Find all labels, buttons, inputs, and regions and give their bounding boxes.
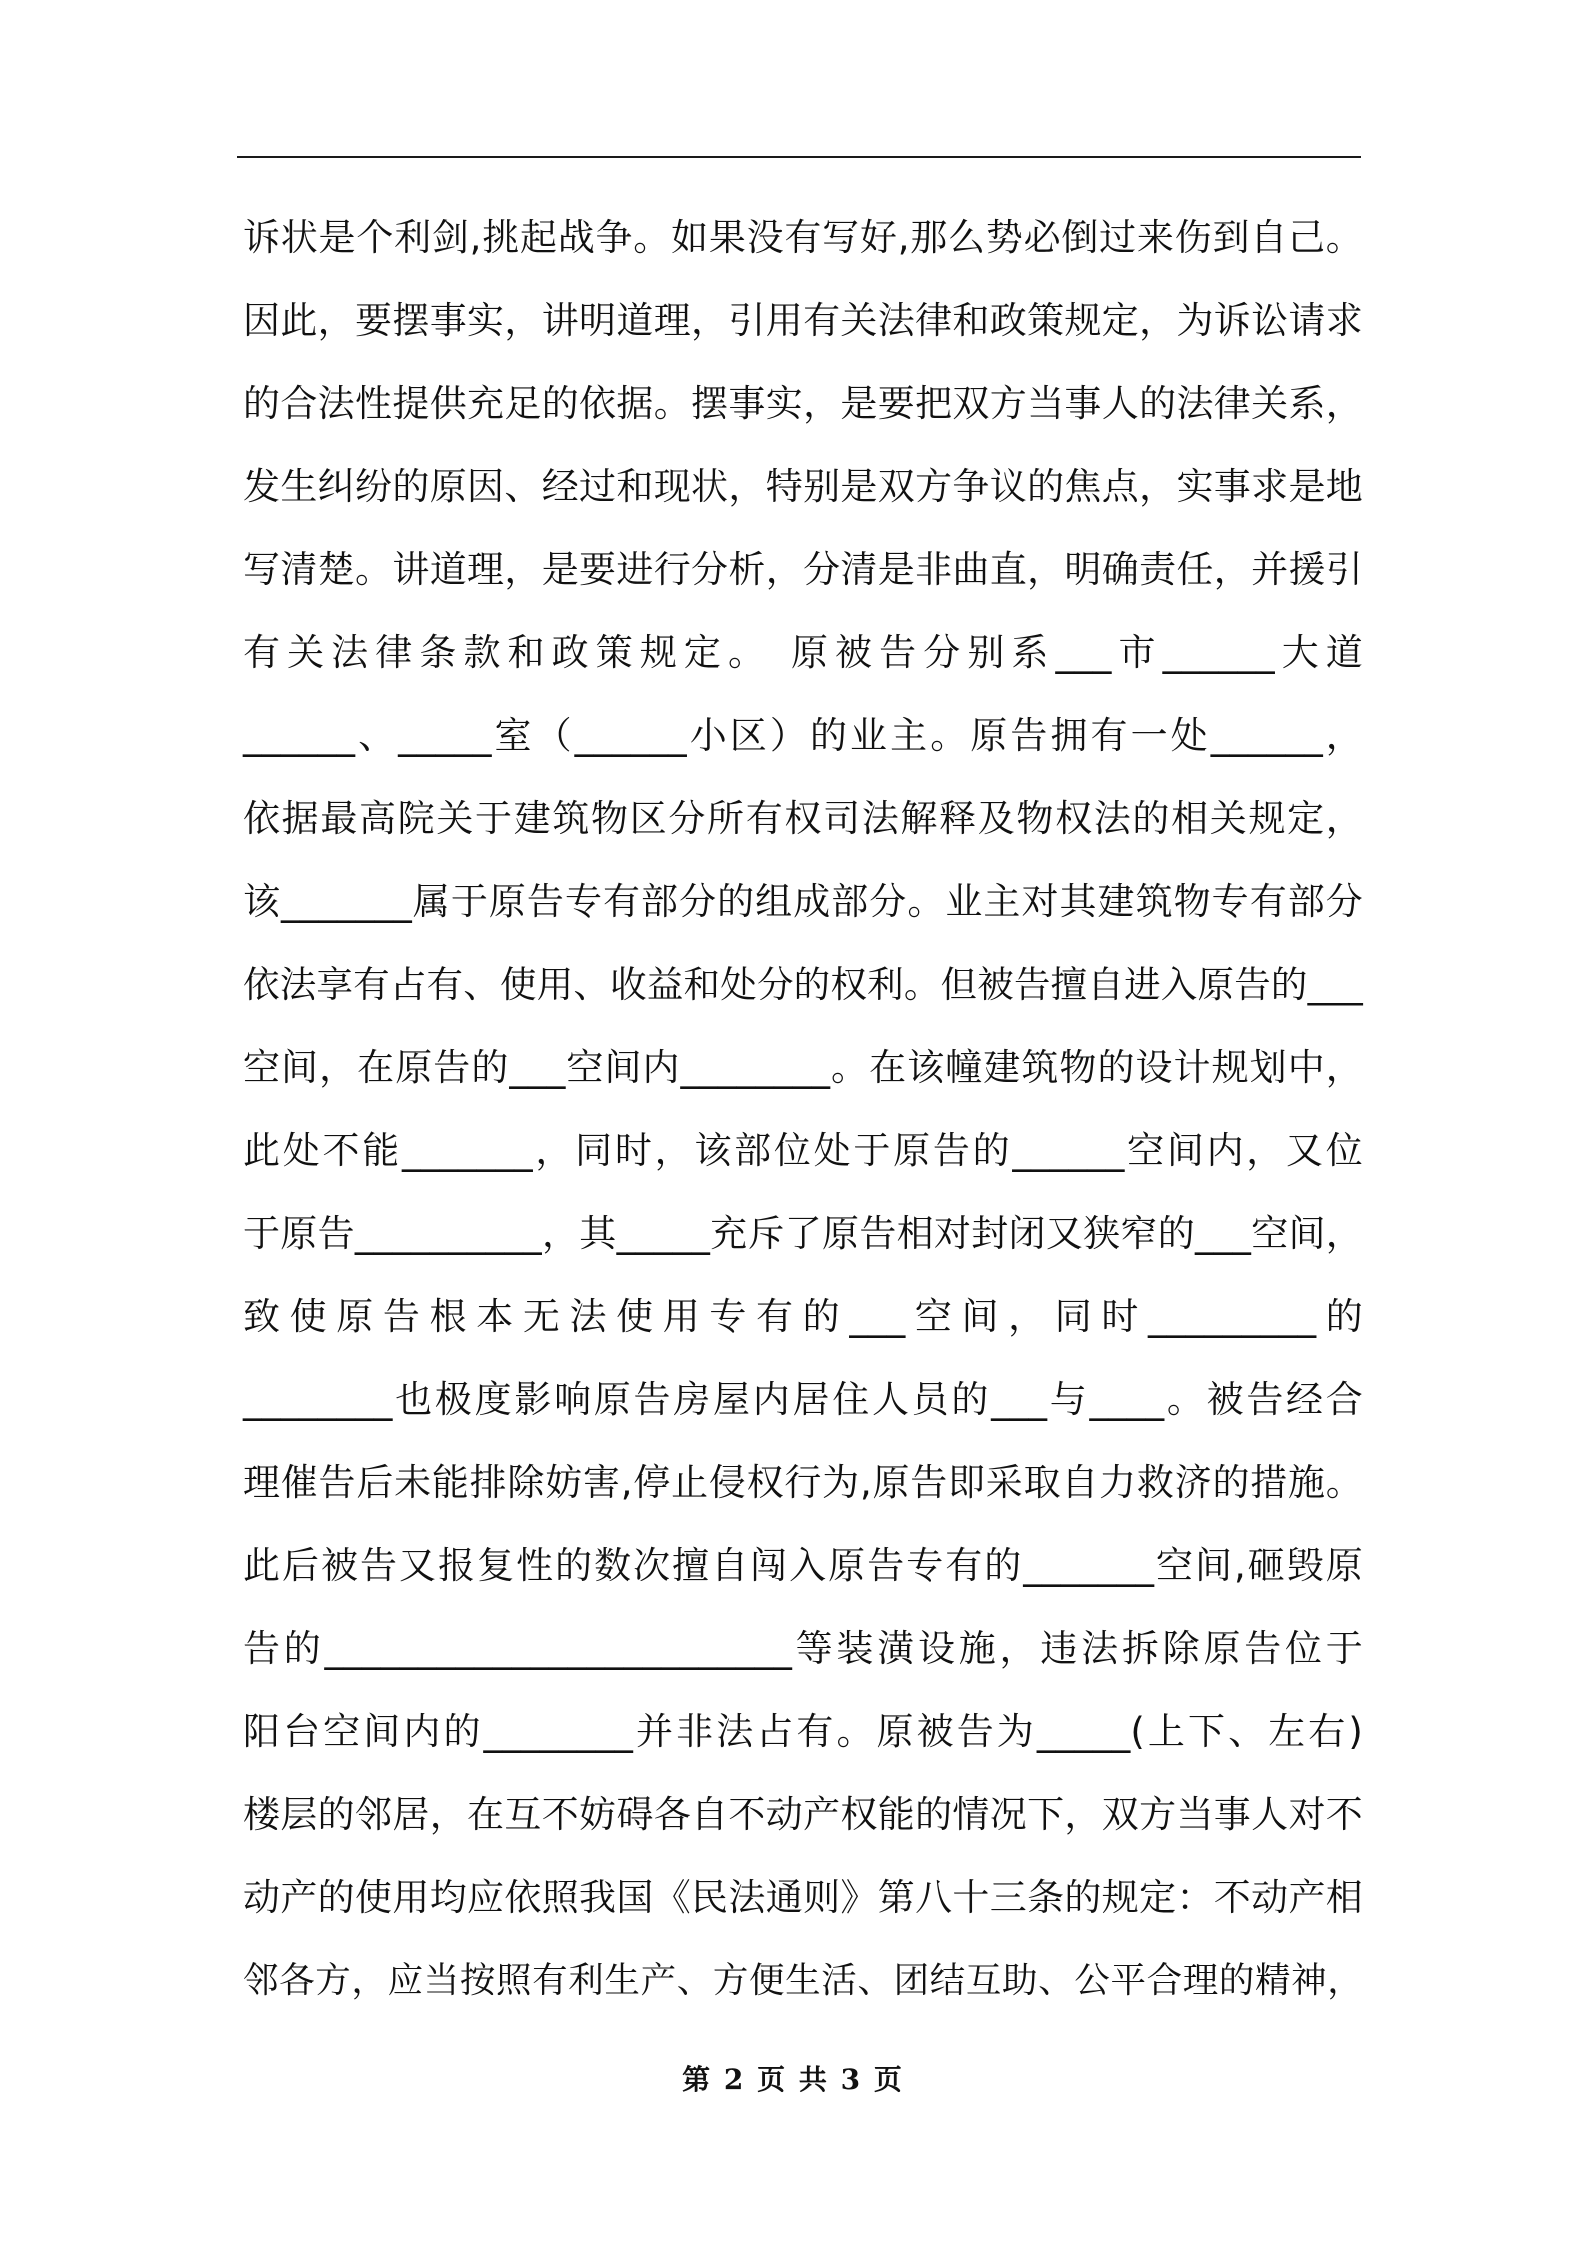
document-body (243, 196, 1363, 2022)
text-line-15: ________也极度影响原告房屋内居住人员的___与____。被告经合 (243, 1378, 1363, 1421)
text-line-11: 空间，在原告的___空间内________。在该幢建筑物的设计规划中， (243, 1046, 1363, 1089)
text-line-2: 因此，要摆事实，讲明道理，引用有关法律和政策规定，为诉讼请求 (243, 299, 1363, 342)
text-line-17: 此后被告又报复性的数次擅自闯入原告专有的_______空间,砸毁原 (243, 1544, 1363, 1587)
text-line-19: 阳台空间内的________并非法占有。原被告为_____(上下、左右) (243, 1710, 1363, 1753)
text-line-20: 楼层的邻居，在互不妨碍各自不动产权能的情况下，双方当事人对不 (243, 1793, 1363, 1836)
text-line-18: 告的_________________________等装潢设施，违法拆除原告位于 (243, 1627, 1363, 1670)
header-rule (237, 156, 1361, 158)
text-line-12: 此处不能_______，同时，该部位处于原告的______空间内，又位 (243, 1129, 1363, 1172)
text-line-10: 依法享有占有、使用、收益和处分的权利。但被告擅自进入原告的___ (243, 963, 1363, 1006)
text-line-4: 发生纠纷的原因、经过和现状，特别是双方争议的焦点，实事求是地 (243, 465, 1363, 508)
text-line-3: 的合法性提供充足的依据。摆事实，是要把双方当事人的法律关系， (243, 382, 1363, 425)
text-line-13: 于原告__________，其_____充斥了原告相对封闭又狭窄的___空间， (243, 1212, 1363, 1255)
text-line-14: 致使原告根本无法使用专有的___空间，同时_________的 (243, 1295, 1363, 1338)
text-line-7: ______、_____室（______小区）的业主。原告拥有一处______， (243, 714, 1363, 757)
text-line-1: 诉状是个利剑,挑起战争。如果没有写好,那么势必倒过来伤到自己。 (243, 216, 1363, 259)
text-line-16: 理催告后未能排除妨害,停止侵权行为,原告即采取自力救济的措施。 (243, 1461, 1363, 1504)
text-line-6: 有关法律条款和政策规定。 原被告分别系___市______大道 (243, 631, 1363, 674)
text-line-5: 写清楚。讲道理，是要进行分析，分清是非曲直，明确责任，并援引 (243, 548, 1363, 591)
text-line-8: 依据最高院关于建筑物区分所有权司法解释及物权法的相关规定， (243, 797, 1363, 840)
text-line-22: 邻各方，应当按照有利生产、方便生活、团结互助、公平合理的精神， (243, 1960, 1363, 2001)
page-number: 第 2 页 共 3 页 (682, 2063, 904, 2096)
text-line-21: 动产的使用均应依照我国《民法通则》第八十三条的规定：不动产相 (243, 1876, 1363, 1919)
text-line-9: 该_______属于原告专有部分的组成部分。业主对其建筑物专有部分 (243, 880, 1363, 923)
